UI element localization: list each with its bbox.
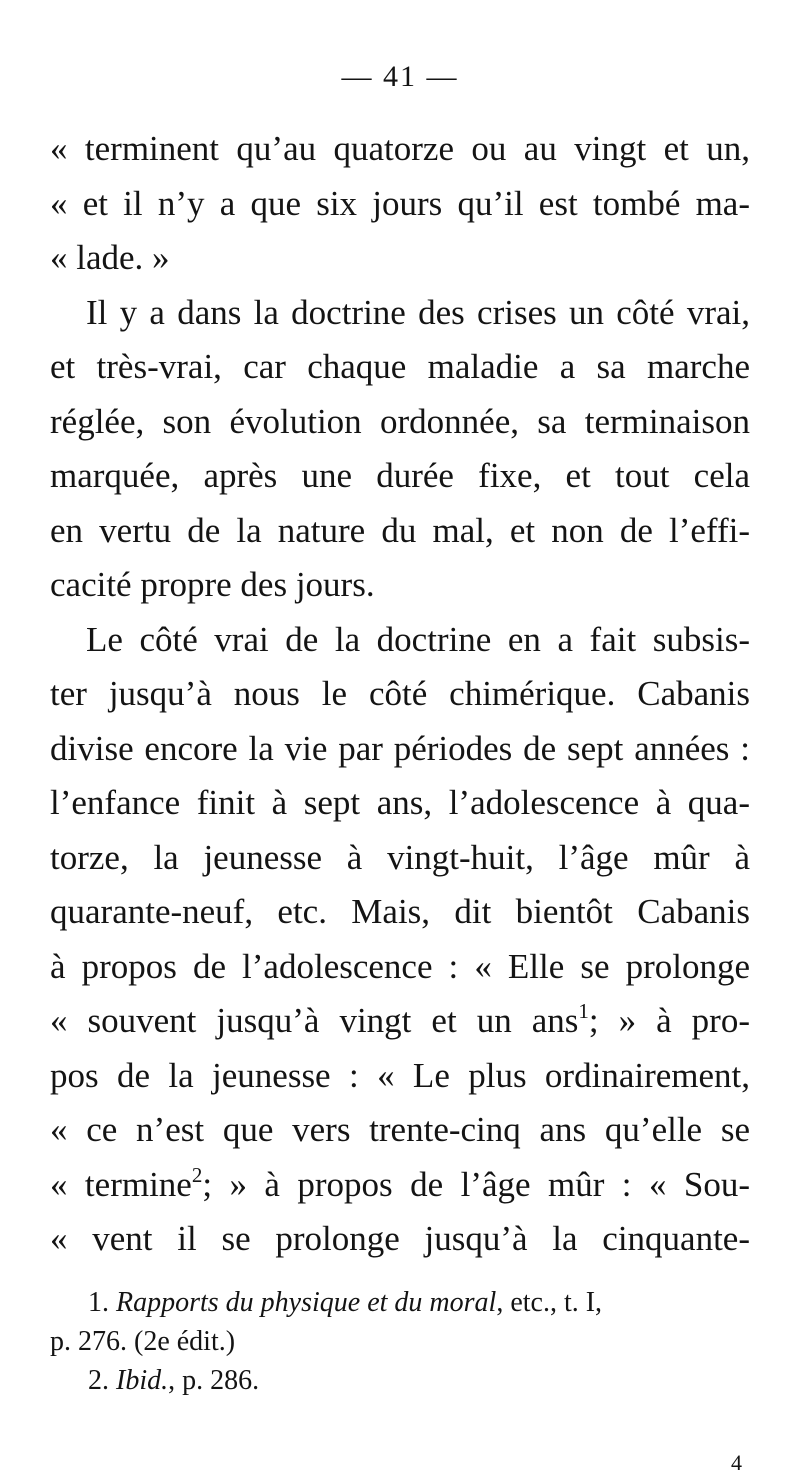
text-line: pos de la jeunesse : « Le plus ordinairement, [50,1055,750,1095]
footnote-title: Rapports du physique et du moral [116,1287,497,1318]
text-line: marquée, après une durée fixe, et tout cela [50,456,750,495]
text-line: « lade. » [50,238,170,277]
line-text: ; » à pro- [588,1001,750,1040]
text-line: « et il n’y a que six jours qu’il est tombé ma- [50,183,750,223]
text-line: quarante-neuf, etc. Mais, dit bientôt Cabanis [50,892,750,931]
paragraph-start-line: Il y a dans la doctrine des crises un côté vrai, [86,292,750,332]
line-text: ; » à propos de l’âge mûr : « Sou- [202,1164,750,1204]
text-line: « vent il se prolonge jusqu’à la cinquante- [50,1219,750,1258]
footnote-ref: 1 [578,999,589,1023]
footnote-text: , p. 286. [168,1365,260,1396]
footnote-ref: 2 [191,1162,203,1187]
text-line: réglée, son évolution ordonnée, sa terminaison [50,401,750,441]
text-line: ter jusqu’à nous le côté chimérique. Cabanis [50,674,750,713]
text-line: torze, la jeunesse à vingt-huit, l’âge mûr à [50,837,750,877]
text-line: en vertu de la nature du mal, et non de l’effi- [50,510,750,550]
text-line-with-note-ref [50,1158,750,1213]
text-line: à propos de l’adolescence : « Elle se prolonge [50,946,750,986]
text-line: cacité propre des jours. [50,565,375,604]
text-line-with-note-ref [50,994,750,1049]
text-line: « ce n’est que vers trente-cinq ans qu’elle se [50,1110,750,1149]
footnote-1 [50,1283,750,1322]
footnote-number: 1. [88,1287,109,1318]
signature-mark: 4 [731,1450,742,1475]
paragraph-start-line: Le côté vrai de la doctrine en a fait subsis- [86,619,750,659]
footnote-text: , etc., t. I, [496,1287,603,1318]
line-text: « termine [50,1164,192,1204]
text-line: et très-vrai, car chaque maladie a sa marche [50,347,750,386]
body-text [50,122,750,1267]
footnote-1-continuation: p. 276. (2e édit.) [50,1326,236,1357]
footnote-title: Ibid. [116,1365,169,1396]
page-number-header: — 41 — [341,60,459,93]
text-line: l’enfance finit à sept ans, l’adolescence à qua- [50,783,750,822]
line-text: « souvent jusqu’à vingt et un ans [50,1001,579,1040]
text-line: « terminent qu’au quatorze ou au vingt et un, [50,129,750,168]
footnote-2 [50,1361,750,1400]
footnote-number: 2. [88,1365,109,1396]
text-line: divise encore la vie par périodes de sept années : [50,728,750,768]
footnotes [50,1283,750,1400]
